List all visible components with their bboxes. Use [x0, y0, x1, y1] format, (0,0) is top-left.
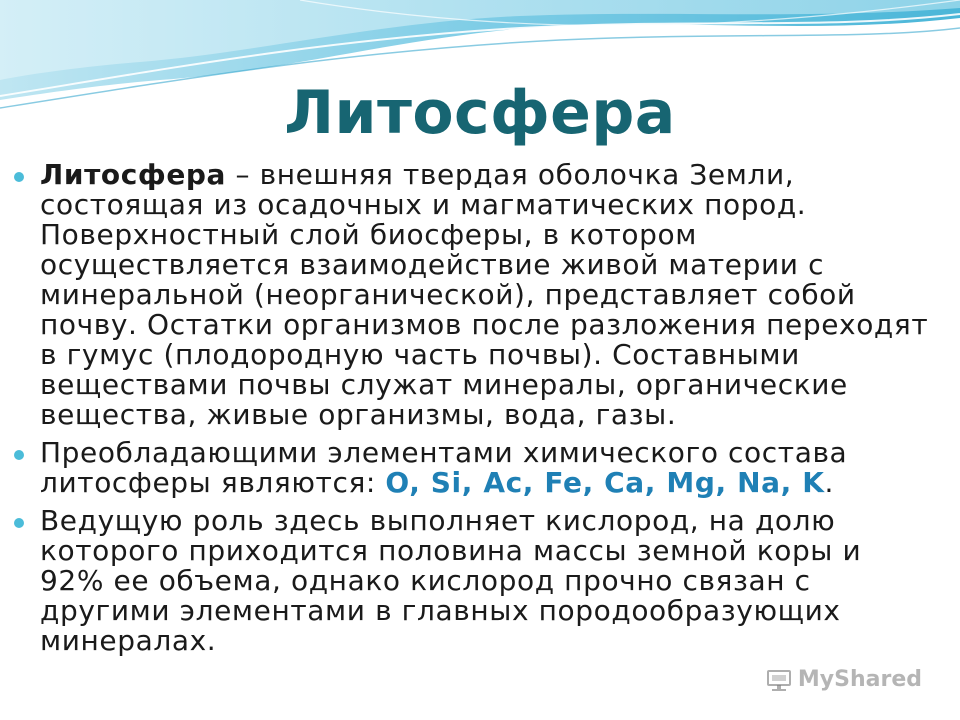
presentation-icon [766, 668, 792, 692]
bullet-sentence: Преобладающими элементами химического состава литосферы являются: [40, 436, 848, 499]
list-item [14, 506, 934, 656]
bullet-text: Ведущую роль здесь выполняет кислород, на долю которого приходится половина массы земной коры и 92% ее объема, однако кислород прочно связан с другими элементами в главных породообразующих минералах. [40, 504, 862, 657]
bullet-end: . [824, 466, 835, 499]
list-item [14, 438, 934, 498]
watermark [766, 667, 922, 692]
bullet-text [40, 160, 934, 430]
bullet-dot-icon [14, 172, 24, 182]
slide-title: Литосфера [284, 78, 676, 148]
element-list: O, Si, Ac, Fe, Ca, Mg, Na, K [385, 466, 825, 499]
bullet-text [40, 438, 934, 498]
bullet-term: Литосфера [40, 158, 227, 191]
bullet-definition: – внешняя твердая оболочка Земли, состоящая из осадочных и магматических пород. Поверхностный слой биосферы, в котором осуществляется взаимодействие живой материи с минеральной (неорганической), представляет собой почву. Остатки организмов после разложения переходят в гумус (плодородную часть почвы). Составными веществами почвы служат минералы, органические вещества, живые организмы, вода, газы. [40, 158, 929, 431]
bullet-list [14, 160, 934, 664]
bullet-dot-icon [14, 450, 24, 460]
bullet-dot-icon [14, 518, 24, 528]
list-item [14, 160, 934, 430]
watermark-label: MyShared [797, 667, 922, 692]
